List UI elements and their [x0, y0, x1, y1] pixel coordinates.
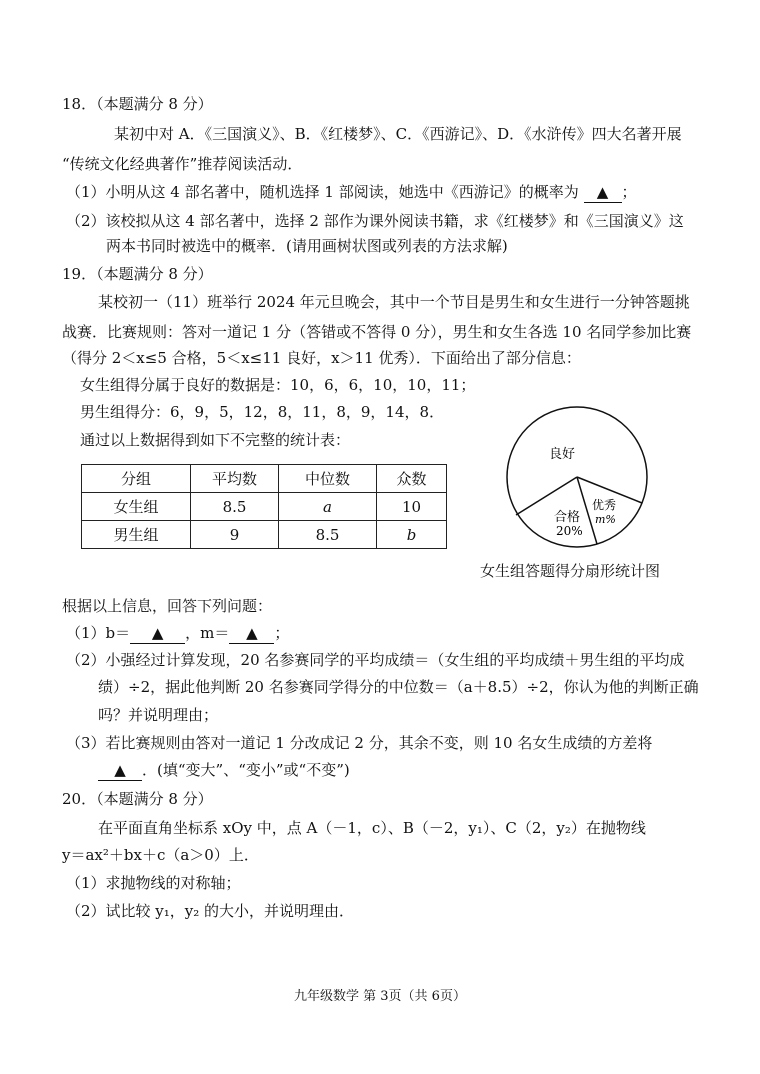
- table-header-cell: 中位数: [279, 465, 377, 493]
- table-header-cell: 分组: [82, 465, 191, 493]
- q19-boys-data: 男生组得分：6，9，5，12，8，11，8，9，14，8．: [80, 403, 445, 421]
- q18-s1-end: ；: [621, 183, 637, 201]
- q20-heading: 20．（本题满分 8 分）: [62, 790, 213, 808]
- table-cell: 女生组: [82, 493, 191, 521]
- pie-chart-caption: 女生组答题得分扇形统计图: [480, 562, 661, 580]
- pie-label-excellent: 优秀: [592, 498, 617, 512]
- answer-blank: ▲: [229, 623, 274, 644]
- table-row: [82, 493, 447, 521]
- table-header-row: [82, 465, 447, 493]
- q19-subquestion-1: [66, 623, 289, 644]
- table-row: [82, 521, 447, 549]
- q20-subquestion-2: （2）试比较 y₁，y₂ 的大小，并说明理由．: [66, 902, 355, 920]
- q19-questions-intro: 根据以上信息，回答下列问题：: [62, 597, 273, 615]
- pie-label-pass: 合格: [554, 510, 581, 525]
- table-cell: 8.5: [279, 521, 377, 549]
- q19-subquestion-2a: （2）小强经过计算发现，20 名参赛同学的平均成绩＝（女生组的平均成绩＋男生组的平均成: [66, 651, 685, 669]
- q19-s3-end: ．(填“变大”、“变小”或“不变”): [142, 761, 350, 779]
- q19-s1-end: ；: [274, 624, 290, 642]
- table-cell: 男生组: [82, 521, 191, 549]
- pie-value-excellent: m%: [595, 513, 616, 526]
- answer-blank: ▲: [584, 182, 622, 203]
- answer-blank: ▲: [130, 623, 185, 644]
- q19-subquestion-2c: 吗？并说明理由；: [98, 706, 219, 724]
- table-cell: 10: [377, 493, 447, 521]
- pie-value-pass: 20%: [556, 524, 583, 538]
- q20-paragraph-2: y＝ax²＋bx＋c（a＞0）上．: [62, 846, 259, 864]
- q19-paragraph-2: 战赛．比赛规则：答对一道记 1 分（答错或不答得 0 分），男生和女生各选 10 名同学参加比赛: [62, 323, 692, 341]
- q19-table-intro: 通过以上数据得到如下不完整的统计表：: [80, 431, 351, 449]
- q18-paragraph-2: “传统文化经典著作”推荐阅读活动．: [62, 155, 303, 173]
- q19-heading: 19．（本题满分 8 分）: [62, 265, 213, 283]
- q19-subquestion-2b: 绩）÷2，据此他判断 20 名参赛同学得分的中位数＝（a＋8.5）÷2，你认为他的判断正确: [98, 678, 699, 696]
- q18-s1-text: （1）小明从这 4 部名著中，随机选择 1 部阅读，她选中《西游记》的概率为: [66, 183, 579, 201]
- q19-girls-data: 女生组得分属于良好的数据是：10，6，6，10，10，11；: [80, 376, 476, 394]
- q19-subquestion-3a: （3）若比赛规则由答对一道记 1 分改成记 2 分，其余不变，则 10 名女生成绩的方差将: [66, 734, 653, 752]
- q18-paragraph-1: 某初中对 A．《三国演义》、B．《红楼梦》、C．《西游记》、D．《水浒传》四大名著开展: [114, 125, 682, 143]
- pie-label-good: 良好: [549, 447, 576, 462]
- q18-subquestion-2a: （2）该校拟从这 4 部名著中，选择 2 部作为课外阅读书籍，求《红楼梦》和《三国演义》这: [66, 212, 684, 230]
- q19-s1-m: ，m＝: [185, 624, 230, 642]
- answer-blank: ▲: [98, 760, 142, 781]
- q18-heading: 18．（本题满分 8 分）: [62, 95, 213, 113]
- table-cell: b: [377, 521, 447, 549]
- page-footer: 九年级数学 第 3页（共 6页）: [294, 989, 466, 1004]
- table-header-cell: 众数: [377, 465, 447, 493]
- q20-paragraph-1: 在平面直角坐标系 xOy 中，点 A（－1，c）、B（－2，y₁）、C（2，y₂）在抛物线: [98, 819, 646, 837]
- q19-subquestion-3b: [98, 760, 350, 781]
- q18-subquestion-1: [66, 182, 637, 203]
- q19-paragraph-3: （得分 2＜x≤5 合格，5＜x≤11 良好，x＞11 优秀）．下面给出了部分信息：: [62, 349, 581, 367]
- table-cell: 8.5: [191, 493, 279, 521]
- q18-subquestion-2b: 两本书同时被选中的概率．(请用画树状图或列表的方法求解): [106, 237, 508, 255]
- table-header-cell: 平均数: [191, 465, 279, 493]
- table-cell: a: [279, 493, 377, 521]
- q19-s1-b: （1）b＝: [66, 624, 131, 642]
- girls-score-pie-chart: [500, 404, 660, 564]
- table-cell: 9: [191, 521, 279, 549]
- q20-subquestion-1: （1）求抛物线的对称轴；: [66, 874, 241, 892]
- statistics-table: [81, 464, 447, 549]
- q19-paragraph-1: 某校初一（11）班举行 2024 年元旦晚会，其中一个节目是男生和女生进行一分钟答题挑: [98, 293, 690, 311]
